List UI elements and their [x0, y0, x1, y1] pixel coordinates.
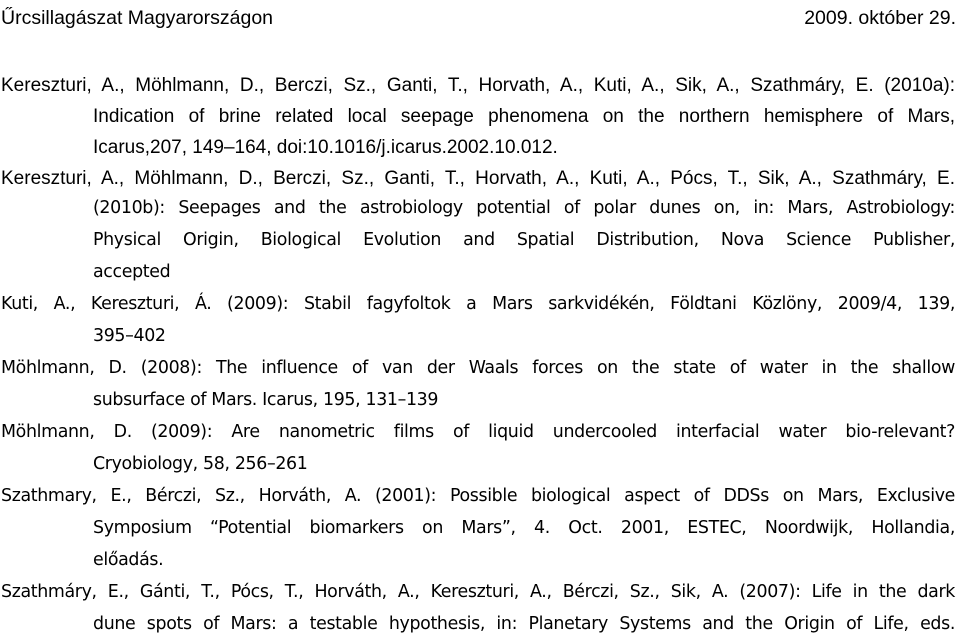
page-header: [0, 3, 960, 33]
reference-line: accepted: [93, 262, 171, 282]
reference-line: (2010b): Seepages and the astrobiology potential of polar dunes on, in: Mars, Astrobiology:: [93, 198, 955, 218]
reference-line: Symposium “Potential biomarkers on Mars”, 4. Oct. 2001, ESTEC, Noordwijk, Hollandia,: [93, 518, 955, 538]
reference-line: Kereszturi, A., Möhlmann, D., Berczi, Sz., Ganti, T., Horvath, A., Kuti, A., Pócs, T., Sik, A., Szathmáry, E.: [1, 168, 955, 189]
reference-line: Szathmáry, E., Gánti, T., Pócs, T., Horváth, A., Kereszturi, A., Bérczi, Sz., Sik, A. (2007): Life in the dark: [1, 582, 955, 602]
reference-line: Cryobiology, 58, 256–261: [93, 454, 308, 474]
reference-line: dune spots of Mars: a testable hypothesis, in: Planetary Systems and the Origin of Life, eds.: [93, 614, 955, 634]
reference-line: Kereszturi, A., Möhlmann, D., Berczi, Sz., Ganti, T., Horvath, A., Kuti, A., Sik, A., Szathmáry, E. (2010a):: [1, 75, 955, 96]
reference-line: Möhlmann, D. (2009): Are nanometric films of liquid undercooled interfacial water bio-relevant?: [1, 422, 955, 442]
reference-line: Physical Origin, Biological Evolution and Spatial Distribution, Nova Science Publisher,: [93, 230, 955, 250]
reference-line: Szathmary, E., Bérczi, Sz., Horváth, A. (2001): Possible biological aspect of DDSs on Mars, Exclusive: [1, 486, 955, 506]
header-date: 2009. október 29.: [804, 7, 956, 29]
header-title: Űrcsillagászat Magyarországon: [1, 7, 274, 29]
reference-line: Indication of brine related local seepage phenomena on the northern hemisphere of Mars,: [93, 106, 955, 127]
reference-line: subsurface of Mars. Icarus, 195, 131–139: [93, 390, 439, 410]
reference-line: előadás.: [93, 550, 164, 570]
reference-line: Icarus,207, 149–164, doi:10.1016/j.icarus.2002.10.012.: [93, 137, 558, 158]
reference-line: Kuti, A., Kereszturi, Á. (2009): Stabil fagyfoltok a Mars sarkvidékén, Földtani Közlöny, 2009/4, 139,: [1, 294, 955, 314]
reference-line: 395–402: [93, 326, 166, 346]
reference-line: Möhlmann, D. (2008): The influence of van der Waals forces on the state of water in the shallow: [1, 358, 955, 378]
